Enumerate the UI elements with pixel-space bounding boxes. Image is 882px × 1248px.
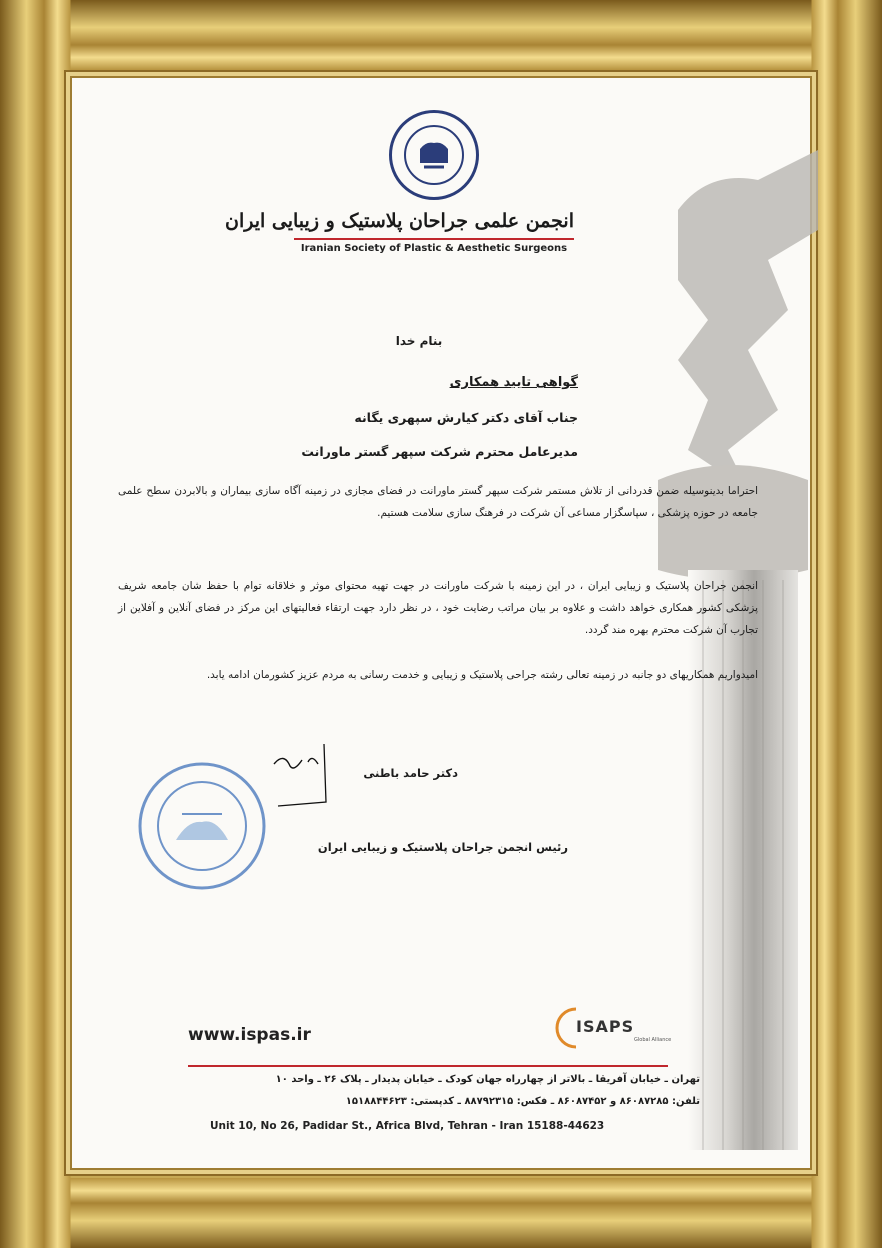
certificate-title: گواهی تایید همکاری <box>449 375 578 390</box>
isaps-logo <box>554 1005 694 1053</box>
certificate-paper <box>64 70 818 1176</box>
emblem-inner-ring <box>404 125 464 185</box>
persepolis-column-illustration <box>618 150 818 1150</box>
letter-paragraph: امیدواریم همکاریهای دو جانبه در زمینه تعالی رشته جراحی پلاستیک و زیبایی و خدمت رسانی به مردم عزیز کشورمان ادامه یابد. <box>206 669 758 681</box>
signer-title: رئیس انجمن جراحان پلاستیک و زیبایی ایران <box>317 840 568 854</box>
addressee-position: مدیرعامل محترم شرکت سپهر گستر ماورانت <box>301 444 578 459</box>
addressee-line: جناب آقای دکتر کیارش سپهری یگانه <box>354 410 578 425</box>
society-name-persian: انجمن علمی جراحان پلاستیک و زیبایی ایران <box>225 210 574 232</box>
header-divider <box>294 238 574 240</box>
letter-paragraph: انجمن جراحان پلاستیک و زیبایی ایران ، در این زمینه با شرکت ماورانت در جهت تهیه محتوای موثر و خلاقانه توام با حفظ شان جامعه شریف پزشکی کشور همکاری خواهد داشت و علاوه بر بیان مراتب رضایت خود ، در نظر دارد جهت ارتقاء فعالیتهای این مرکز در فضای آنلاین و آفلاین از تجارب آن شرکت محترم بهره مند گردد. <box>118 580 758 636</box>
signer-name: دکتر حامد باطنی <box>363 766 458 780</box>
isaps-wordmark: ISAPS <box>576 1017 635 1036</box>
address-english: Unit 10, No 26, Padidar St., Africa Blvd, Tehran - Iran 15188-44623 <box>210 1120 605 1132</box>
address-persian: تهران ـ خیابان آفریقا ـ بالاتر از چهارراه جهان کودک ـ خیابان پدیدار ـ پلاک ۲۶ ـ واحد ۱۰ <box>275 1074 700 1085</box>
society-stamp <box>136 760 268 892</box>
society-logo <box>225 110 574 254</box>
footer-divider <box>188 1065 668 1067</box>
society-name-english: Iranian Society of Plastic & Aesthetic Surgeons <box>300 243 568 254</box>
handwritten-signature <box>264 742 344 812</box>
letter-paragraph: احتراما بدینوسیله ضمن قدردانی از تلاش مستمر شرکت سپهر گستر ماورانت در فضای مجازی در زمینه آگاه سازی بیماران و بالابردن سطح علمی جامعه در حوزه پزشکی ، سپاسگزار مساعی آن شرکت در فرهنگ سازی سلامت هستیم. <box>118 485 758 519</box>
salutation: بنام خدا <box>395 334 443 348</box>
contact-numbers-persian: تلفن: ۸۶۰۸۷۲۸۵ و ۸۶۰۸۷۴۵۲ ـ فکس: ۸۸۷۹۲۳۱۵ ـ کدپستی: ۱۵۱۸۸۴۴۶۲۳ <box>345 1096 700 1107</box>
society-emblem <box>389 110 479 200</box>
lamassu-icon <box>406 127 462 183</box>
isaps-tagline: Global Alliance <box>634 1037 672 1043</box>
website-link[interactable]: www.ispas.ir <box>188 1025 311 1045</box>
